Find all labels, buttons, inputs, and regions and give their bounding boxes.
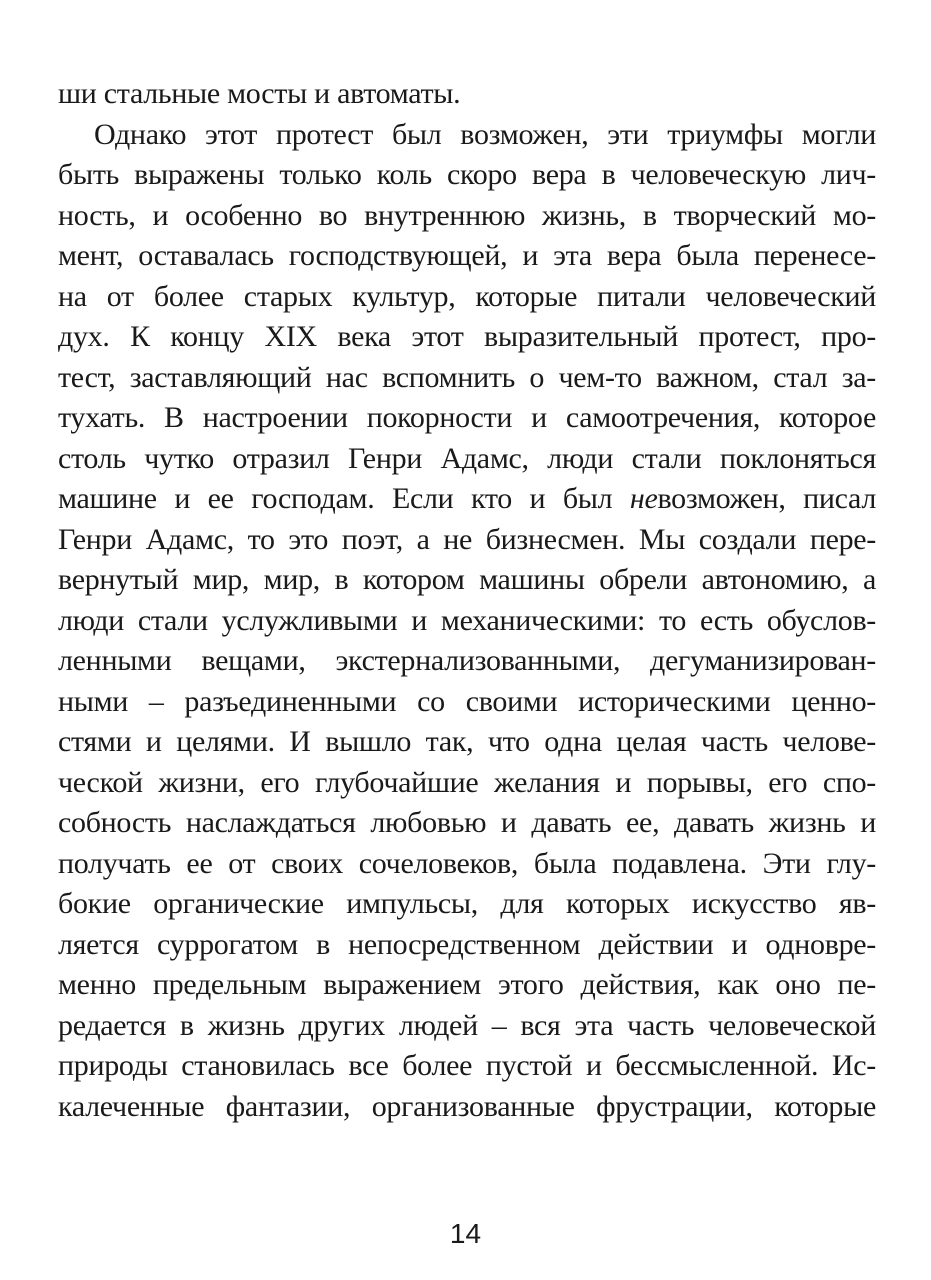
page-number: 14 <box>449 1218 482 1249</box>
text-line: бокие органические импульсы, для которых искусство яв- <box>58 887 876 920</box>
text-line: на от более старых культур, которые питали человеческий <box>58 279 876 313</box>
text-line: стями и целями. И вышло так, что одна целая часть челове- <box>58 725 876 758</box>
text-line: ши стальные мосты и автоматы. <box>58 77 461 110</box>
text-line: Однако этот протест был возможен, эти триумфы могли <box>94 117 876 151</box>
text-line: собность наслаждаться любовью и давать ее, давать жизнь и <box>58 806 876 839</box>
text-line: тест, заставляющий нас вспомнить о чем-то важном, стал за- <box>58 360 876 394</box>
text-line: получать ее от своих сочеловеков, была подавлена. Эти глу- <box>58 846 876 880</box>
text-line: Генри Адамс, то это поэт, а не бизнесмен. Мы создали пере- <box>58 522 876 556</box>
text-line: редается в жизнь других людей – вся эта часть человеческой <box>58 1008 876 1042</box>
text-segment: машине и ее господам. Если кто и был <box>58 482 630 515</box>
text-line: калеченные фантазии, организованные фрустрации, которые <box>58 1089 876 1123</box>
text-line: мент, оставалась господствующей, и эта вера была перенесе- <box>58 239 876 272</box>
italic-segment: не <box>629 482 658 515</box>
text-segment: возможен, писал <box>657 482 876 515</box>
text-line: быть выражены только коль скоро вера в человеческую лич- <box>58 158 876 191</box>
text-line: природы становилась все более пустой и бессмысленной. Ис- <box>58 1049 876 1082</box>
text-line: столь чутко отразил Генри Адамс, люди стали поклоняться <box>58 441 876 475</box>
text-line: вернутый мир, мир, в котором машины обрели автономию, а <box>58 563 876 596</box>
text-line: ческой жизни, его глубочайшие желания и порывы, его спо- <box>58 765 876 799</box>
text-line: ляется суррогатом в непосредственном действии и одновре- <box>58 927 876 961</box>
text-line: тухать. В настроении покорности и самоотречения, которое <box>58 401 876 434</box>
text-line: дух. К концу XIX века этот выразительный протест, про- <box>58 320 876 353</box>
text-line: менно предельным выражением этого действия, как оно пе- <box>58 968 876 1001</box>
text-line: люди стали услужливыми и механическими: то есть обуслов- <box>58 603 876 637</box>
text-line: ность, и особенно во внутреннюю жизнь, в творческий мо- <box>58 198 876 232</box>
text-line-mixed <box>58 479 876 520</box>
body-text <box>58 74 876 1127</box>
text-line: ными – разъединенными со своими историческими ценно- <box>58 684 876 718</box>
text-line: ленными вещами, экстернализованными, дегуманизирован- <box>58 644 876 677</box>
